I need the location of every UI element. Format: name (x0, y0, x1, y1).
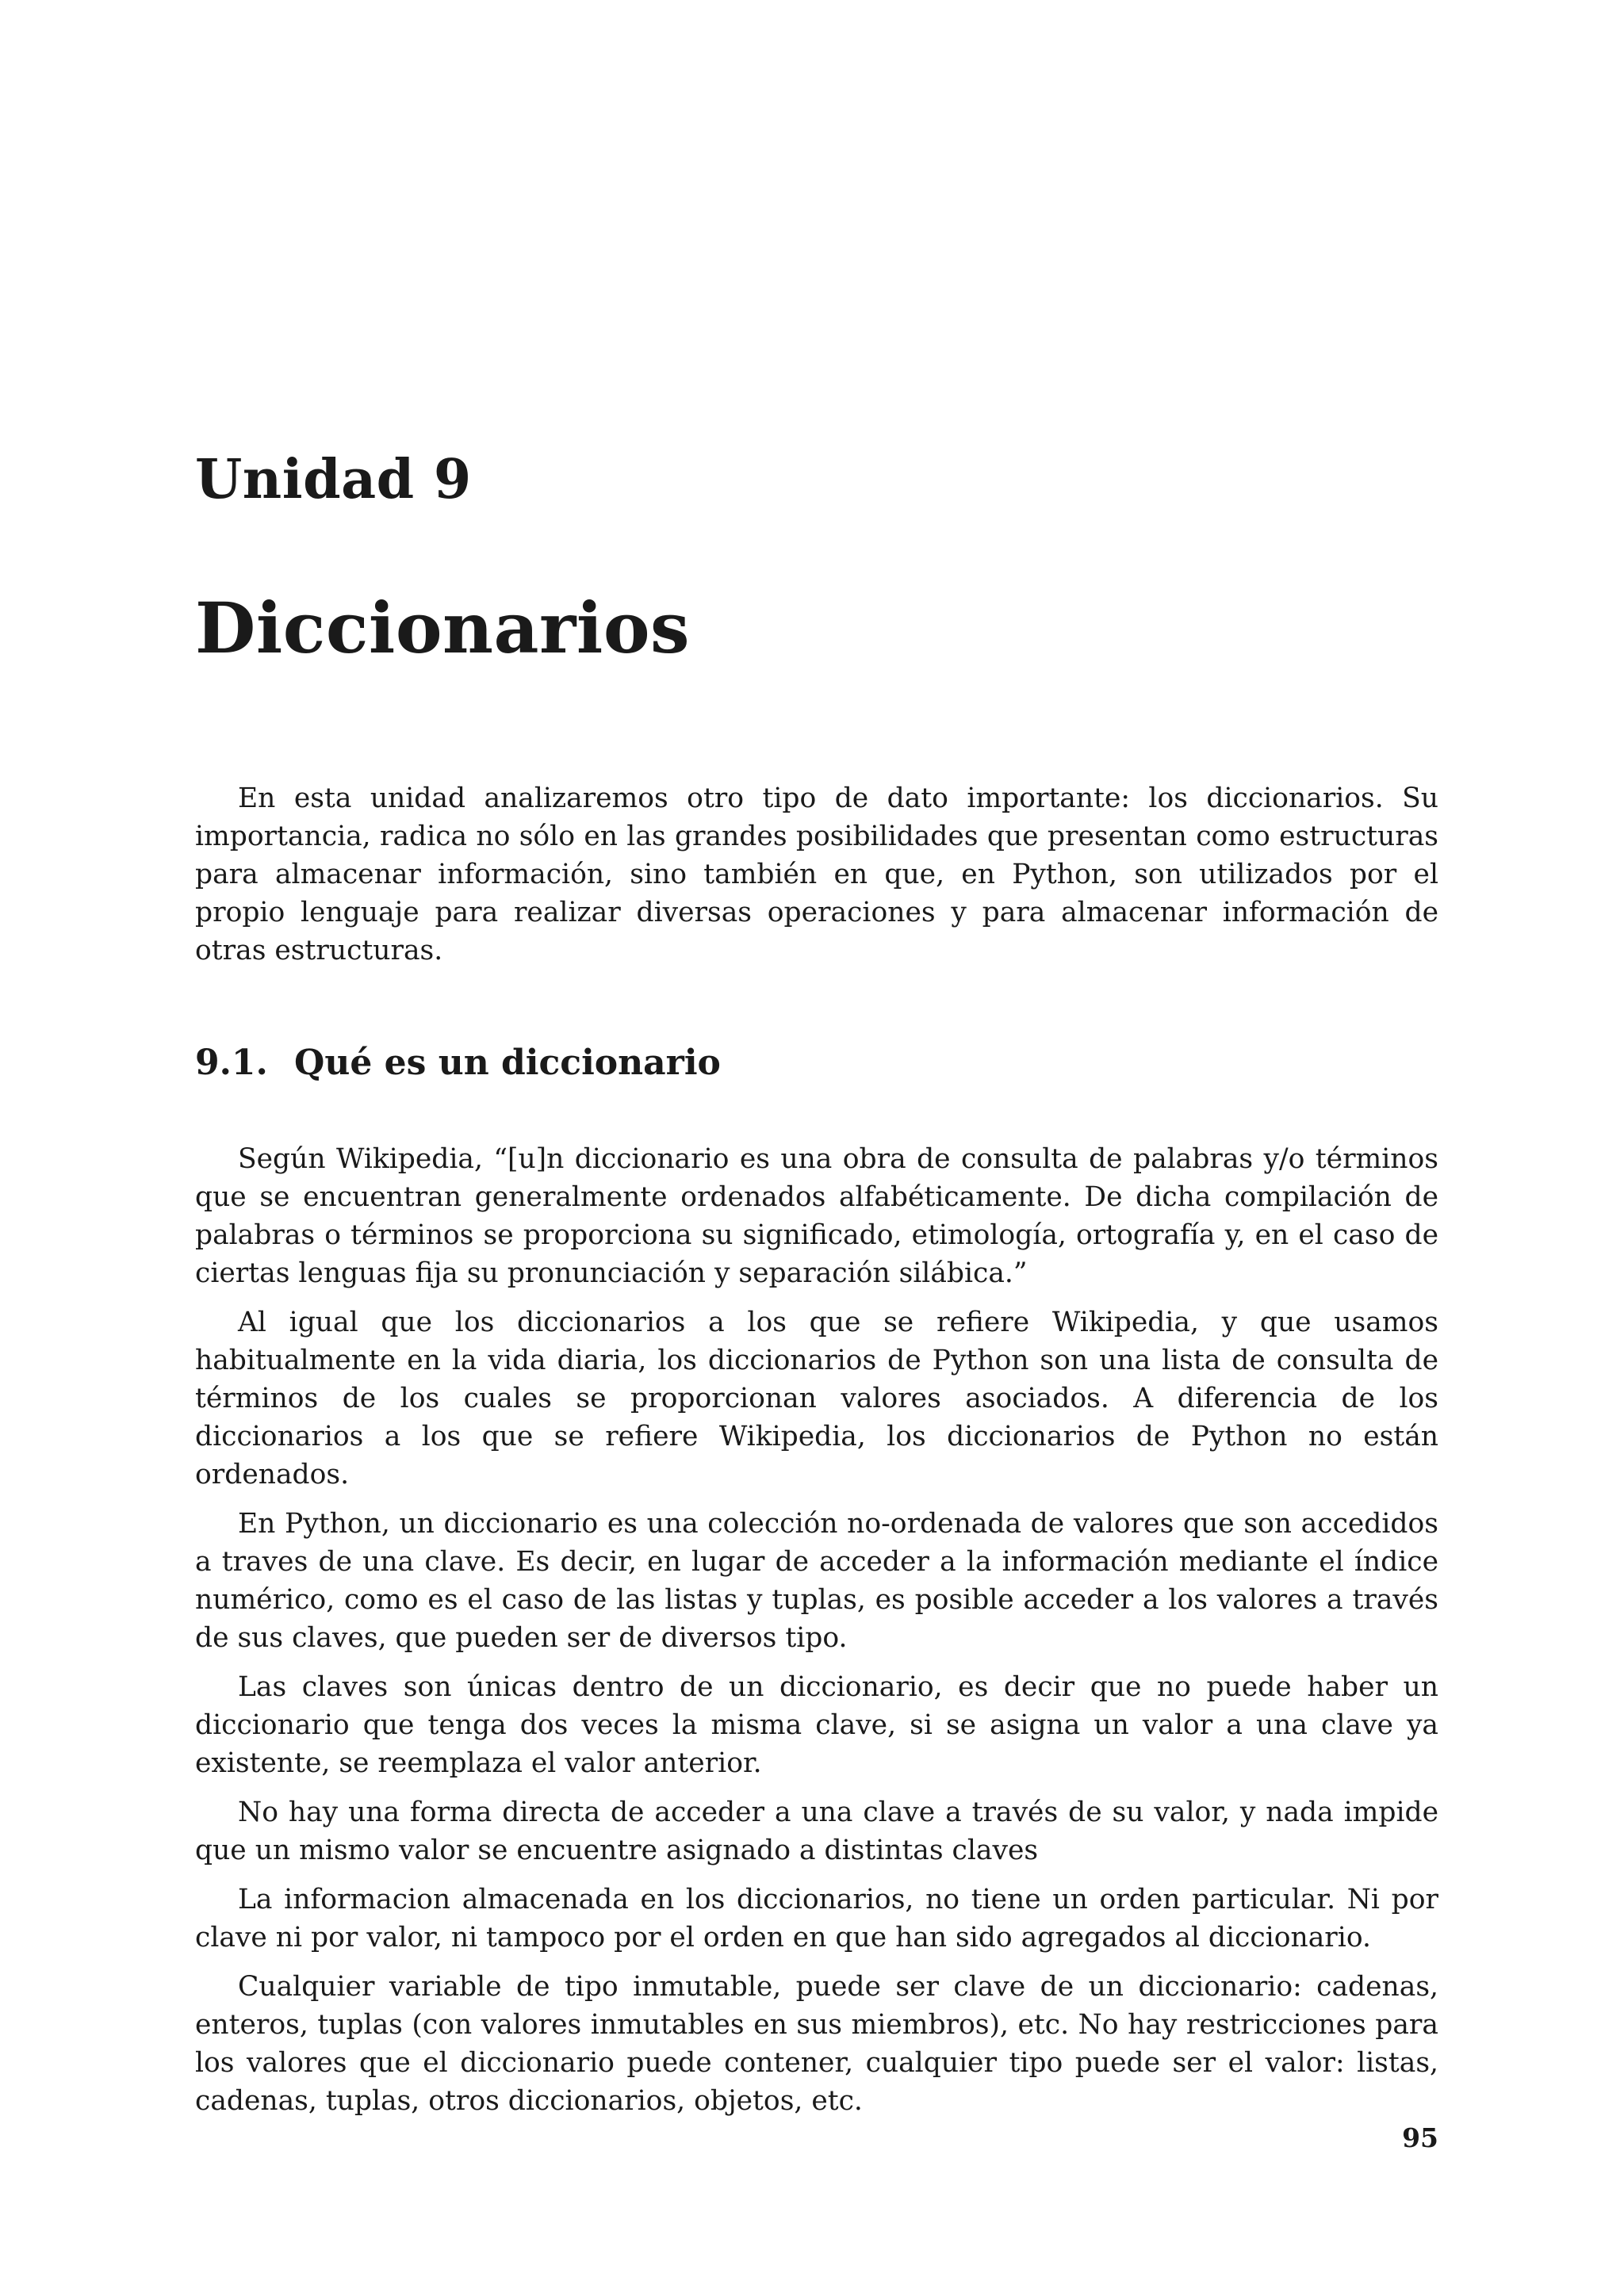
intro-paragraph: En esta unidad analizaremos otro tipo de dato importante: los diccionarios. Su importancia, radica no sólo en las grandes posibilidades que presentan como estructuras para almacenar información, sino también en que, en Python, son utilizados por el propio lenguaje para realizar diversas operaciones y para almacenar información de otras estructuras. (195, 783, 1438, 966)
paragraph: Cualquier variable de tipo inmutable, puede ser clave de un diccionario: cadenas, enteros, tuplas (con valores inmutables en sus miembros), etc. No hay restricciones para los valores que el diccionario puede contener, cualquier tipo puede ser el valor: listas, cadenas, tuplas, otros diccionarios, objetos, etc. (195, 1971, 1438, 2117)
paragraph: La informacion almacenada en los diccionarios, no tiene un orden particular. Ni por clave ni por valor, ni tampoco por el orden en que han sido agregados al diccionario. (195, 1884, 1438, 1954)
section-number: 9.1. (195, 1043, 268, 1083)
paragraph: No hay una forma directa de acceder a una clave a través de su valor, y nada impide que un mismo valor se encuentre asignado a distintas claves (195, 1797, 1438, 1866)
page-number: 95 (1402, 2122, 1438, 2153)
section-title: Qué es un diccionario (294, 1043, 721, 1083)
section-heading (195, 1043, 1438, 1084)
unit-label: Unidad 9 (195, 448, 472, 511)
intro-block (195, 779, 1438, 981)
section-body (195, 1140, 1438, 2131)
chapter-title: Diccionarios (195, 587, 691, 669)
paragraph: En Python, un diccionario es una colección no-ordenada de valores que son accedidos a traves de una clave. Es decir, en lugar de acceder a la información mediante el índice numérico, como es el caso de las listas y tuplas, es posible acceder a los valores a través de sus claves, que pueden ser de diversos tipo. (195, 1508, 1438, 1654)
paragraph: Las claves son únicas dentro de un diccionario, es decir que no puede haber un diccionario que tenga dos veces la misma clave, si se asigna un valor a una clave ya existente, se reemplaza el valor anterior. (195, 1671, 1438, 1779)
paragraph: Al igual que los diccionarios a los que se refiere Wikipedia, y que usamos habitualmente en la vida diaria, los diccionarios de Python son una lista de consulta de términos de los cuales se proporcionan valores asociados. A diferencia de los diccionarios a los que se refiere Wikipedia, los diccionarios de Python no están ordenados. (195, 1307, 1438, 1490)
paragraph: Según Wikipedia, “[u]n diccionario es una obra de consulta de palabras y/o términos que se encuentran generalmente ordenados alfabéticamente. De dicha compilación de palabras o términos se proporciona su significado, etimología, ortografía y, en el caso de ciertas lenguas fija su pronunciación y separación silábica.” (195, 1143, 1438, 1289)
